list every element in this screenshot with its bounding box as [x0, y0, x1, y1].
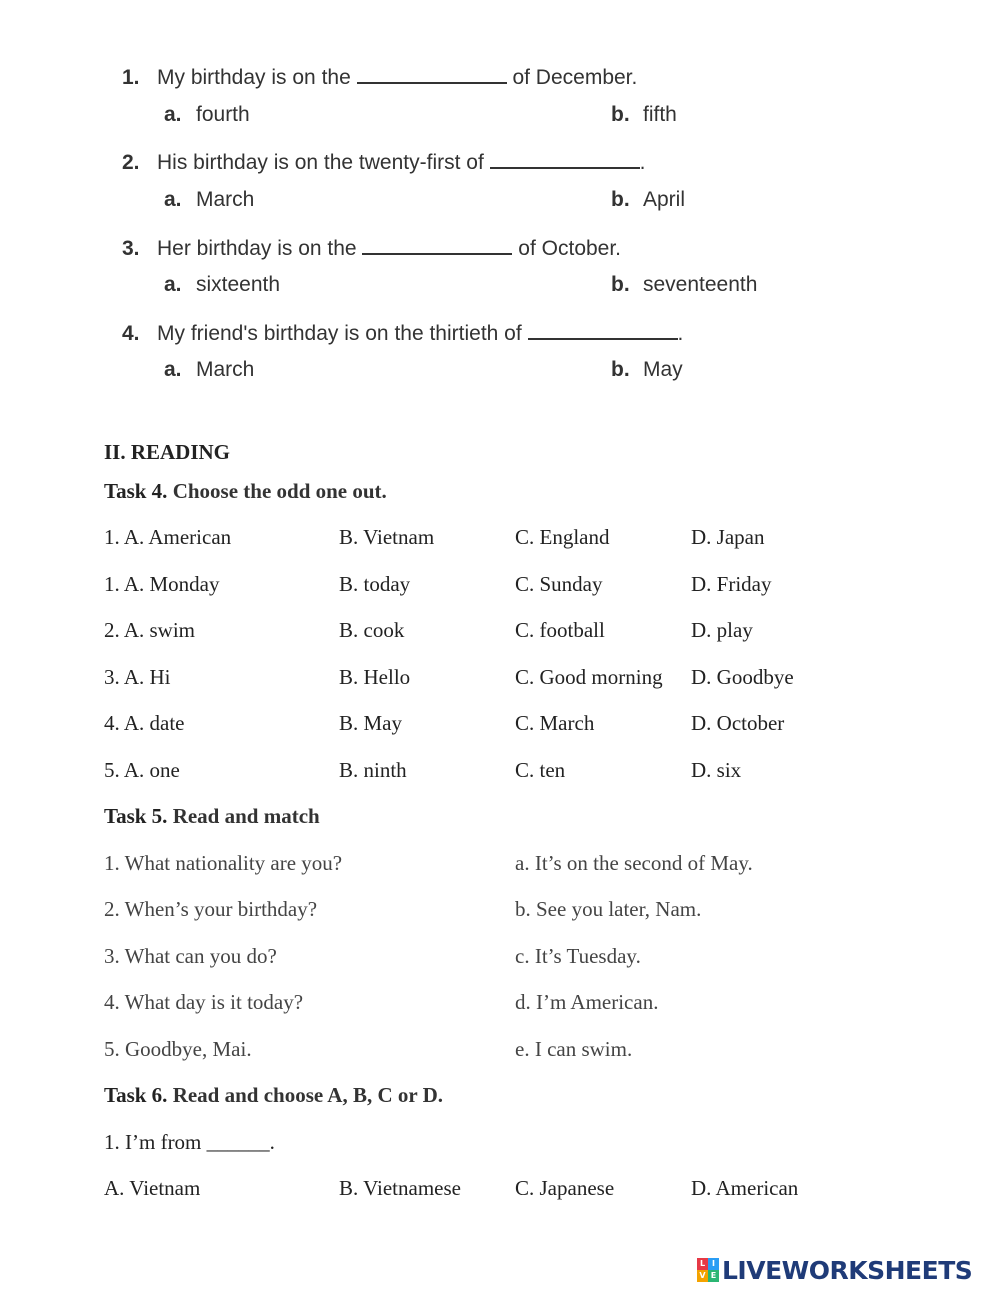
task4-title — [104, 479, 387, 504]
task4-row2-c[interactable]: C. Sunday — [515, 572, 603, 596]
question-text-before: His birthday is on the twenty-first of — [157, 151, 484, 174]
question-text-before: My friend's birthday is on the thirtieth of — [157, 322, 522, 345]
task4-row1-c[interactable]: C. England — [515, 525, 610, 549]
option-b[interactable] — [611, 358, 683, 382]
task4-row4-b[interactable]: B. Hello — [339, 665, 411, 689]
task5-title — [104, 804, 320, 829]
question-3 — [122, 237, 621, 261]
task4-row1-b[interactable]: B. Vietnam — [339, 525, 435, 549]
match-left-3[interactable]: 3. What can you do? — [104, 944, 277, 968]
match-right-b[interactable]: b. See you later, Nam. — [515, 897, 702, 921]
question-text-after: of December. — [512, 66, 638, 89]
option-text: May — [643, 358, 683, 381]
task-number: Task 5. — [104, 804, 168, 828]
question-text-after: of October. — [518, 237, 622, 260]
task4-row6-c[interactable]: C. ten — [515, 758, 566, 782]
answer-blank[interactable] — [490, 153, 640, 169]
task4-row6-d[interactable]: D. six — [691, 758, 742, 782]
match-right-a[interactable]: a. It’s on the second of May. — [515, 851, 753, 875]
match-left-1[interactable]: 1. What nationality are you? — [104, 851, 343, 875]
option-text: April — [643, 188, 686, 211]
task-number: Task 6. — [104, 1083, 168, 1107]
task-instruction: Read and choose A, B, C or D. — [172, 1083, 443, 1107]
task6-question: 1. I’m from ______. — [104, 1130, 275, 1154]
task4-row4-a[interactable]: 3. A. Hi — [104, 665, 171, 689]
task6-option-d[interactable]: D. American — [691, 1176, 799, 1200]
match-right-d[interactable]: d. I’m American. — [515, 990, 659, 1014]
answer-blank[interactable] — [362, 239, 512, 255]
answer-blank[interactable] — [357, 68, 507, 84]
question-4 — [122, 322, 683, 346]
logo-mark-letter: V — [697, 1270, 708, 1282]
option-label: a. — [164, 358, 182, 381]
task4-row1-d[interactable]: D. Japan — [691, 525, 765, 549]
task4-row2-d[interactable]: D. Friday — [691, 572, 772, 596]
answer-blank[interactable] — [528, 324, 678, 340]
option-text: sixteenth — [196, 273, 281, 296]
question-number: 4. — [122, 322, 140, 345]
task-instruction: Choose the odd one out. — [172, 479, 387, 503]
task-number: Task 4. — [104, 479, 168, 503]
task4-row5-b[interactable]: B. May — [339, 711, 402, 735]
option-label: a. — [164, 188, 182, 211]
liveworksheets-logo[interactable] — [697, 1256, 972, 1284]
logo-text: LIVEWORKSHEETS — [722, 1255, 973, 1285]
question-text-before: Her birthday is on the — [157, 237, 357, 260]
task6-title — [104, 1083, 443, 1108]
option-label: a. — [164, 273, 182, 296]
option-b[interactable] — [611, 188, 685, 212]
option-a[interactable] — [164, 273, 280, 297]
option-b[interactable] — [611, 273, 757, 297]
logo-mark-icon — [697, 1258, 719, 1282]
task4-row3-d[interactable]: D. play — [691, 618, 753, 642]
logo-mark-letter: E — [708, 1270, 719, 1282]
task6-option-a[interactable]: A. Vietnam — [104, 1176, 201, 1200]
task-instruction: Read and match — [172, 804, 320, 828]
match-right-c[interactable]: c. It’s Tuesday. — [515, 944, 641, 968]
match-left-4[interactable]: 4. What day is it today? — [104, 990, 304, 1014]
question-1 — [122, 66, 637, 90]
question-number: 3. — [122, 237, 140, 260]
question-text-after: . — [639, 151, 646, 174]
option-text: seventeenth — [643, 273, 758, 296]
match-left-5[interactable]: 5. Goodbye, Mai. — [104, 1037, 252, 1061]
section-heading: II. READING — [104, 440, 231, 464]
option-text: March — [196, 188, 255, 211]
option-text: fifth — [643, 103, 677, 126]
option-label: b. — [611, 103, 630, 126]
option-label: b. — [611, 358, 630, 381]
option-label: b. — [611, 188, 630, 211]
option-a[interactable] — [164, 358, 254, 382]
task4-row3-c[interactable]: C. football — [515, 618, 605, 642]
task4-row2-b[interactable]: B. today — [339, 572, 411, 596]
logo-mark-letter: L — [697, 1258, 708, 1270]
option-label: a. — [164, 103, 182, 126]
task4-row2-a[interactable]: 1. A. Monday — [104, 572, 220, 596]
match-left-2[interactable]: 2. When’s your birthday? — [104, 897, 318, 921]
option-label: b. — [611, 273, 630, 296]
option-a[interactable] — [164, 188, 254, 212]
task4-row5-d[interactable]: D. October — [691, 711, 785, 735]
option-text: March — [196, 358, 255, 381]
question-text-after: . — [677, 322, 684, 345]
match-right-e[interactable]: e. I can swim. — [515, 1037, 633, 1061]
task6-option-c[interactable]: C. Japanese — [515, 1176, 615, 1200]
question-2 — [122, 151, 645, 175]
task4-row5-c[interactable]: C. March — [515, 711, 595, 735]
task4-row6-a[interactable]: 5. A. one — [104, 758, 180, 782]
task4-row6-b[interactable]: B. ninth — [339, 758, 407, 782]
task4-row4-c[interactable]: C. Good morning — [515, 665, 663, 689]
option-a[interactable] — [164, 103, 250, 127]
task4-row3-b[interactable]: B. cook — [339, 618, 405, 642]
task4-row5-a[interactable]: 4. A. date — [104, 711, 185, 735]
task4-row3-a[interactable]: 2. A. swim — [104, 618, 196, 642]
option-b[interactable] — [611, 103, 677, 127]
logo-mark-letter: I — [708, 1258, 719, 1270]
question-number: 2. — [122, 151, 140, 174]
option-text: fourth — [196, 103, 250, 126]
task6-option-b[interactable]: B. Vietnamese — [339, 1176, 461, 1200]
question-text-before: My birthday is on the — [157, 66, 351, 89]
task4-row4-d[interactable]: D. Goodbye — [691, 665, 794, 689]
question-number: 1. — [122, 66, 140, 89]
task4-row1-a[interactable]: 1. A. American — [104, 525, 232, 549]
